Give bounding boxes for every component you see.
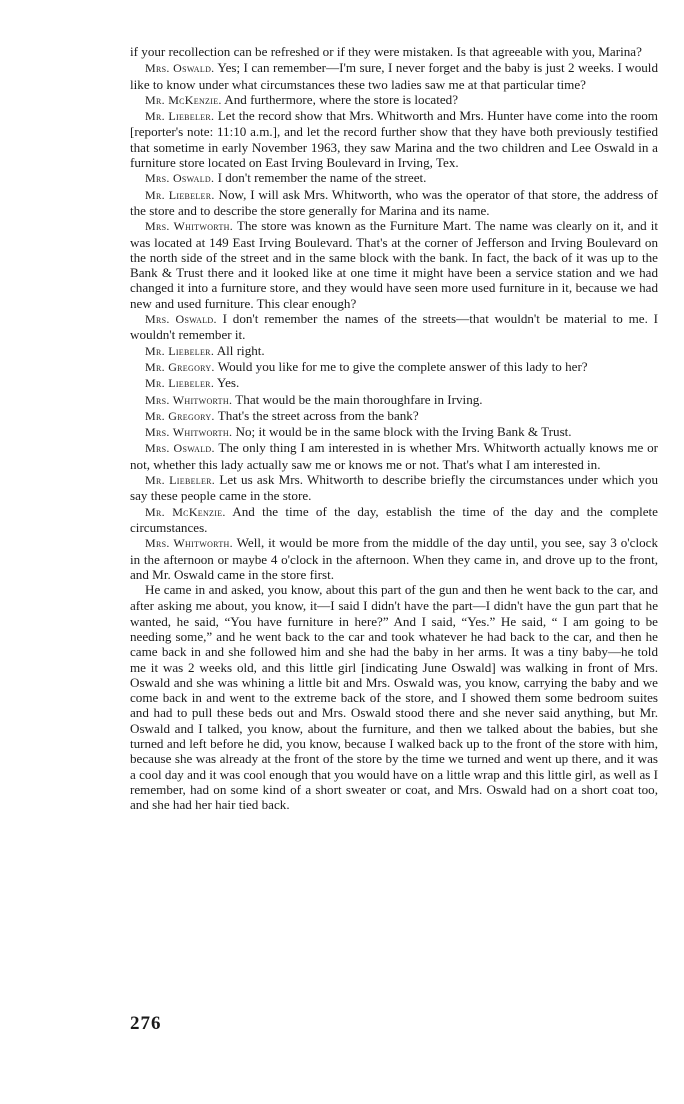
speaker-label: Mr. Liebeler.	[145, 109, 215, 124]
testimony-paragraph	[130, 504, 658, 536]
speaker-label: Mr. Liebeler.	[145, 187, 215, 202]
testimony-paragraph	[130, 170, 658, 186]
paragraph-text: That's the street across from the bank?	[217, 407, 419, 423]
paragraph-text: I don't remember the names of the streets—that wouldn't be material to me. I wouldn't remember it.	[130, 311, 659, 343]
paragraph-text: Well, it would be more from the middle of the day until, you see, say 3 o'clock in the afternoon or maybe 4 o'clock in the afternoon. When they came in, and drove up to the front, and Mr. Oswald came in the store first.	[130, 535, 658, 582]
paragraph-text: The store was known as the Furniture Mart. The name was clearly on it, and it was located at 149 East Irving Boulevard. That's at the corner of Jefferson and Irving Boulevard on the north side of the street and in the same block with the bank. In fact, the back of it was up to the Bank & Trust there and it looked like at one time it might have been a service station and we had changed it into a furniture store, and they would have seen more used furniture in it, because we had new and used furniture. This clear enough?	[130, 218, 658, 311]
testimony-paragraph	[130, 440, 658, 472]
paragraph-text: I don't remember the name of the street.	[217, 170, 427, 186]
testimony-paragraph	[130, 392, 658, 408]
testimony-paragraph	[130, 44, 658, 60]
paragraph-text: And the time of the day, establish the time of the day and the complete circumstances.	[130, 503, 658, 535]
testimony-paragraph	[130, 108, 658, 170]
speaker-label: Mr. Liebeler.	[145, 376, 215, 391]
paragraph-text: if your recollection can be refreshed or if they were mistaken. Is that agreeable with you, Marina?	[130, 44, 642, 59]
paragraph-text: Let us ask Mrs. Whitworth to describe briefly the circumstances under which you say these people came in the store.	[130, 472, 658, 504]
speaker-label: Mr. McKenzie.	[145, 504, 226, 519]
testimony-paragraph	[130, 582, 658, 812]
paragraph-text: Would you like for me to give the complete answer of this lady to her?	[217, 358, 588, 374]
paragraph-text: Let the record show that Mrs. Whitworth and Mrs. Hunter have come into the room [reporter's note: 11:10 a.m.], and let the record further show that they have both previously testified that sometime in early November 1963, they saw Marina and the two children and Lee Oswald in a furniture store located on East Irving Boulevard in Irving, Tex.	[130, 108, 658, 171]
speaker-label: Mrs. Oswald.	[145, 171, 215, 186]
paragraph-text: And furthermore, where the store is located?	[224, 91, 459, 107]
speaker-label: Mr. Liebeler.	[145, 343, 215, 358]
testimony-paragraph	[130, 424, 658, 440]
speaker-label: Mrs. Oswald.	[145, 312, 217, 327]
testimony-paragraph	[130, 375, 658, 391]
paragraph-text: That would be the main thoroughfare in Irving.	[235, 391, 483, 407]
testimony-paragraph	[130, 218, 658, 311]
speaker-label: Mrs. Oswald.	[145, 441, 215, 456]
testimony-paragraph	[130, 408, 658, 424]
speaker-label: Mrs. Whitworth.	[145, 219, 234, 234]
testimony-paragraph	[130, 311, 658, 343]
paragraph-text: He came in and asked, you know, about this part of the gun and then he went back to the car, and after asking me about, you know, it—I said I didn't have the part—I didn't have the gun part that he wanted, he said, “You have furniture in here?” And I said, “Yes.” He said, “ I am going to be needing some,” and he went back to the car and took whatever he had back to the car, and then he came back in and she followed him and she had the baby in her arms. It was a tiny baby—he told me it was 2 weeks old, and this little girl [indicating June Oswald] was walking in front of Mrs. Oswald and she was whining a little bit and Mrs. Oswald was, you know, carrying the baby and we come back in and went to the extreme back of the store, and I showed them some bedroom suites and had to pull these beds out and Mrs. Oswald stood there and she never said anything, but Mr. Oswald and I talked, you know, about the furniture, and then we talked about the babies, but she turned and left before he did, you know, because I walked back up to the front of the store with him, because she was already at the front of the store by the time we turned and went up there, and it was a cool day and it was cool enough that you would have on a little wrap and this little girl, as well as I remember, had on some kind of a short sweater or coat, and Mrs. Oswald had on a short coat too, and she had her hair tied back.	[130, 582, 658, 813]
speaker-label: Mrs. Whitworth.	[145, 425, 233, 440]
testimony-text	[130, 44, 658, 813]
paragraph-text: Now, I will ask Mrs. Whitworth, who was the operator of that store, the address of the store and to describe the store generally for Marina and its name.	[130, 186, 658, 218]
speaker-label: Mr. Liebeler.	[145, 473, 216, 488]
paragraph-text: No; it would be in the same block with the Irving Bank & Trust.	[235, 424, 572, 440]
testimony-paragraph	[130, 60, 658, 92]
speaker-label: Mr. Gregory.	[145, 359, 215, 374]
paragraph-text: Yes.	[216, 375, 240, 391]
page-number: 276	[130, 1013, 162, 1034]
paragraph-text: The only thing I am interested in is whether Mrs. Whitworth actually knows me or not, whether this lady actually saw me or knows me or not. That's what I am interested in.	[130, 440, 658, 472]
testimony-paragraph	[130, 92, 658, 108]
speaker-label: Mrs. Whitworth.	[145, 392, 233, 407]
speaker-label: Mr. McKenzie.	[145, 92, 222, 107]
speaker-label: Mrs. Whitworth.	[145, 536, 233, 551]
testimony-paragraph	[130, 343, 658, 359]
speaker-label: Mrs. Oswald.	[145, 61, 215, 76]
testimony-paragraph	[130, 535, 658, 582]
testimony-paragraph	[130, 187, 658, 219]
testimony-paragraph	[130, 472, 658, 504]
paragraph-text: Yes; I can remember—I'm sure, I never forget and the baby is just 2 weeks. I would like to know under what circumstances these two ladies saw me at that particular time?	[130, 60, 658, 92]
speaker-label: Mr. Gregory.	[145, 408, 215, 423]
testimony-paragraph	[130, 359, 658, 375]
paragraph-text: All right.	[216, 342, 265, 358]
